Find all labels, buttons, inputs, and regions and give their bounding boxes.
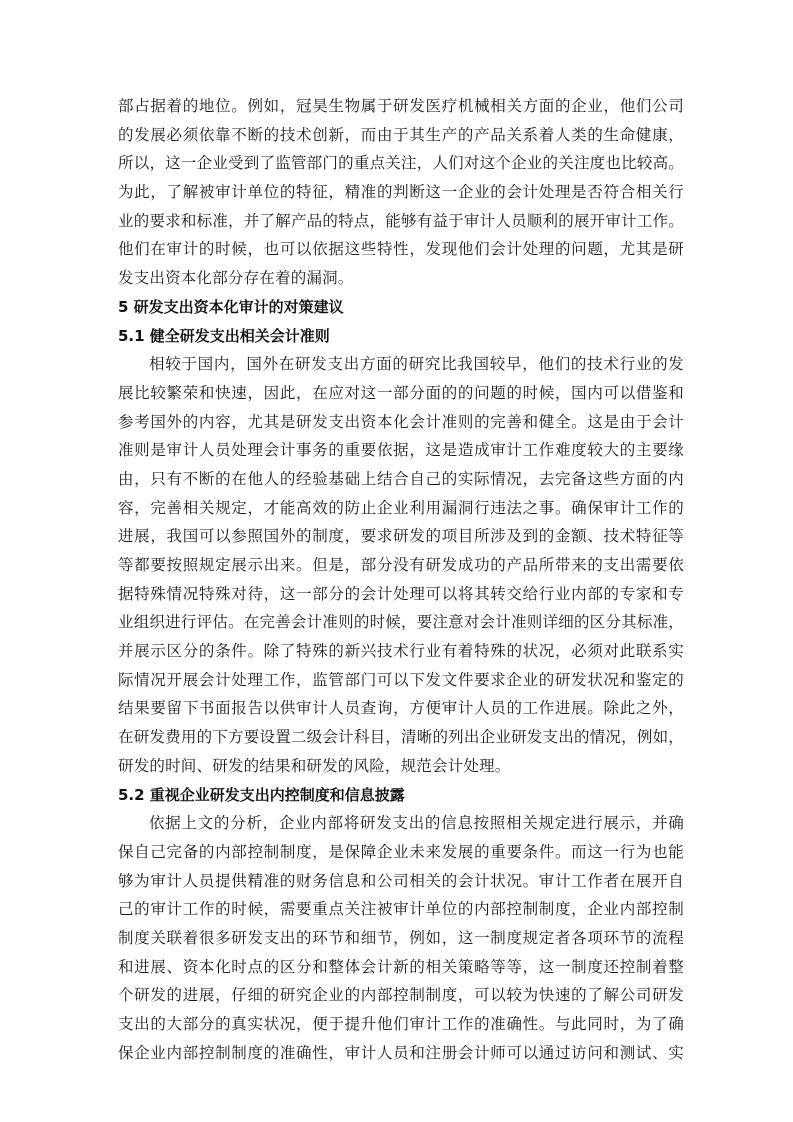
text-line: 由，只有不断的在他人的经验基础上结合自己的实际情况，去完备这些方面的内 — [118, 469, 684, 488]
text-line: 相较于国内，国外在研发支出方面的研究比我国较早，他们的技术行业的发 — [149, 355, 684, 374]
paragraph-company-characteristics — [118, 92, 684, 293]
text-line: 研发的时间、研发的结果和研发的风险，规范会计处理。 — [118, 756, 511, 775]
text-line: 己的审计工作的时候，需要重点关注被审计单位的内部控制制度，企业内部控制 — [118, 900, 684, 919]
text-line: 保自己完备的内部控制制度，是保障企业未来发展的重要条件。而这一行为也能 — [118, 842, 684, 861]
text-line: 展比较繁荣和快速，因此，在应对这一部分面的的问题的时候，国内可以借鉴和 — [118, 383, 684, 402]
text-line: 支出的大部分的真实状况，便于提升他们审计工作的准确性。与此同时，为了确 — [118, 1015, 684, 1033]
text-line: 据特殊情况特殊对待，这一部分的会计处理可以将其转交给行业内部的专家和专 — [118, 584, 684, 603]
text-line: 制度关联着很多研发支出的环节和细节，例如，这一制度规定者各项环节的流程 — [118, 928, 684, 947]
text-line: 容，完善相关规定，才能高效的防止企业利用漏洞行违法之事。确保审计工作的 — [118, 498, 684, 517]
text-line: 参考国外的内容，尤其是研发支出资本化会计准则的完善和健全。这是由于会计 — [118, 412, 684, 431]
text-line: 业组织进行评估。在完善会计准则的时候，要注意对会计准则详细的区分其标准， — [118, 613, 684, 632]
document-page — [118, 92, 684, 1067]
text-line: 部占据着的地位。例如，冠昊生物属于研发医疗机械相关方面的企业，他们公司 — [118, 97, 684, 115]
text-line: 在研发费用的下方要设置二级会计科目，清晰的列出企业研发支出的情况，例如， — [118, 728, 684, 747]
text-line: 的发展必须依靠不断的技术创新，而由于其生产的产品关系着人类的生命健康， — [118, 125, 684, 144]
subsection-heading: 5.2 重视企业研发支出内控制度和信息披露 — [118, 785, 405, 804]
text-line: 际情况开展会计处理工作，监管部门可以下发文件要求企业的研发状况和鉴定的 — [118, 670, 684, 689]
text-line: 准则是审计人员处理会计事务的重要依据，这是造成审计工作难度较大的主要缘 — [118, 441, 684, 460]
text-line: 结果要留下书面报告以供审计人员查询，方便审计人员的工作进展。除此之外， — [118, 699, 684, 718]
paragraph-accounting-standards — [118, 350, 684, 780]
text-line: 和进展、资本化时点的区分和整体会计新的相关策略等等，这一制度还控制着整 — [118, 957, 684, 976]
text-line: 并展示区分的条件。除了特殊的新兴技术行业有着特殊的状况，必须对此联系实 — [118, 642, 684, 661]
text-line: 个研发的进展，仔细的研究企业的内部控制制度，可以较为快速的了解公司研发 — [118, 986, 684, 1005]
text-line: 业的要求和标准，并了解产品的特点，能够有益于审计人员顺利的展开审计工作。 — [118, 211, 684, 230]
text-line: 依据上文的分析，企业内部将研发支出的信息按照相关规定进行展示，并确 — [149, 814, 684, 833]
text-line: 等都要按照规定展示出来。但是，部分没有研发成功的产品所带来的支出需要依 — [118, 556, 684, 574]
text-line: 为此，了解被审计单位的特征，精准的判断这一企业的会计处理是否符合相关行 — [118, 183, 684, 202]
text-line: 他们在审计的时候，也可以依据这些特性，发现他们会计处理的问题，尤其是研 — [118, 240, 684, 259]
section-heading: 5 研发支出资本化审计的对策建议 — [118, 297, 344, 316]
text-line: 进展，我国可以参照国外的制度，要求研发的项目所涉及到的金额、技术特征等 — [118, 527, 684, 546]
paragraph-internal-control — [118, 809, 684, 1067]
text-line: 保企业内部控制制度的准确性，审计人员和注册会计师可以通过访问和测试、实 — [118, 1043, 684, 1062]
text-line: 发支出资本化部分存在着的漏洞。 — [118, 269, 354, 288]
text-line: 够为审计人员提供精准的财务信息和公司相关的会计状况。审计工作者在展开自 — [118, 871, 684, 890]
text-line: 所以，这一企业受到了监管部门的重点关注，人们对这个企业的关注度也比较高。 — [118, 154, 684, 173]
subsection-heading: 5.1 健全研发支出相关会计准则 — [118, 326, 330, 345]
